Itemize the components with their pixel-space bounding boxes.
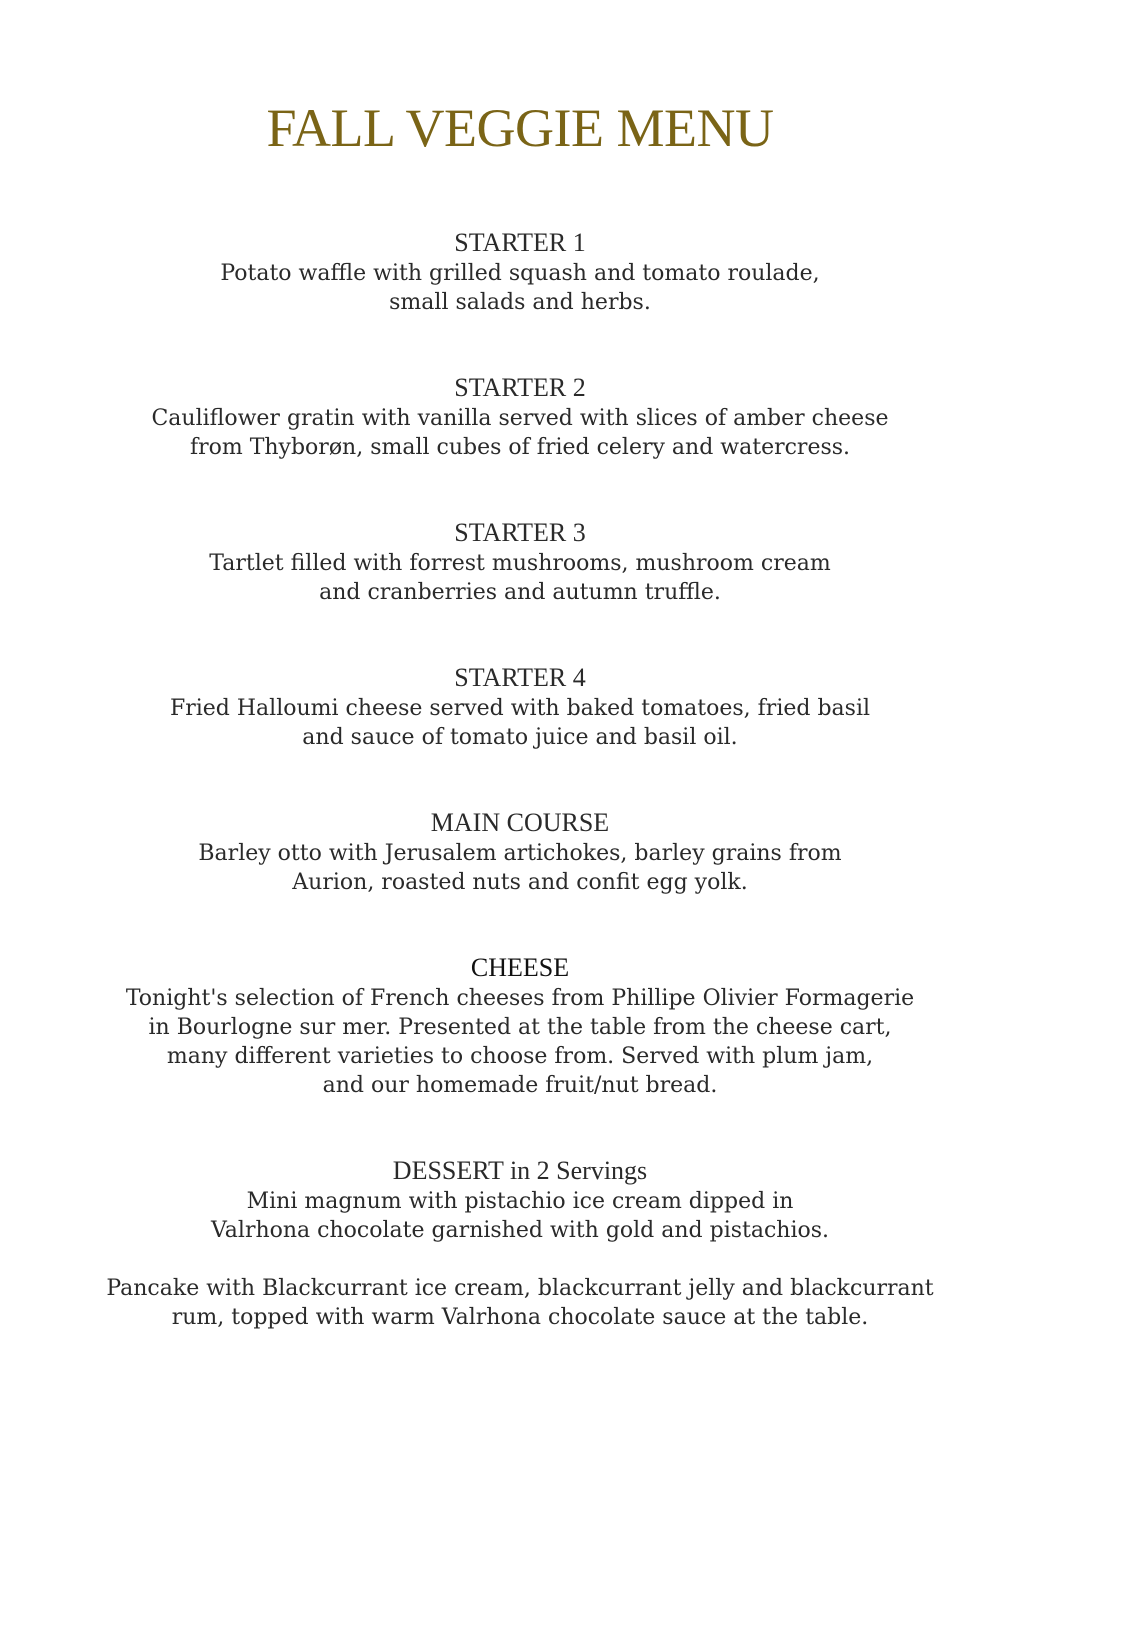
course-description-line: Tartlet filled with forrest mushrooms, mushroom cream <box>209 551 831 576</box>
course-heading: STARTER 1 <box>454 228 586 257</box>
course-description-line: and cranberries and autumn truffle. <box>319 580 721 605</box>
course-starter-3 <box>0 518 1040 607</box>
course-starter-4 <box>0 663 1040 752</box>
paragraph-gap <box>0 1245 1040 1274</box>
course-heading: STARTER 2 <box>454 373 586 402</box>
course-heading: STARTER 3 <box>454 518 586 547</box>
course-description-line: Pancake with Blackcurrant ice cream, blackcurrant jelly and blackcurrant <box>106 1276 934 1301</box>
course-heading: STARTER 4 <box>454 663 586 692</box>
course-description-line: Potato waffle with grilled squash and tomato roulade, <box>220 261 820 286</box>
course-description-line: Valrhona chocolate garnished with gold and pistachios. <box>210 1218 830 1243</box>
course-starter-2 <box>0 373 1040 462</box>
course-description-line: in Bourlogne sur mer. Presented at the table from the cheese cart, <box>148 1015 892 1040</box>
course-description-line: small salads and herbs. <box>389 290 651 315</box>
course-cheese <box>0 953 1040 1100</box>
course-description-line: rum, topped with warm Valrhona chocolate sauce at the table. <box>171 1305 869 1330</box>
course-description-line: Tonight's selection of French cheeses from Phillipe Olivier Formagerie <box>125 986 915 1011</box>
course-description-line: many different varieties to choose from. Served with plum jam, <box>166 1044 874 1069</box>
course-heading: CHEESE <box>470 953 570 982</box>
course-dessert <box>0 1156 1040 1332</box>
menu-title: FALL VEGGIE MENU <box>266 98 774 158</box>
course-heading: MAIN COURSE <box>430 808 610 837</box>
course-description-line: Fried Halloumi cheese served with baked tomatoes, fried basil <box>169 696 871 721</box>
course-description-line: Aurion, roasted nuts and confit egg yolk. <box>292 870 748 895</box>
course-description-line: Cauliflower gratin with vanilla served with slices of amber cheese <box>151 406 889 431</box>
course-main <box>0 808 1040 897</box>
course-description-line: and our homemade fruit/nut bread. <box>322 1073 718 1098</box>
course-description-line: from Thyborøn, small cubes of fried celery and watercress. <box>189 435 851 460</box>
course-starter-1 <box>0 228 1040 317</box>
course-description-line: Barley otto with Jerusalem artichokes, barley grains from <box>198 841 842 866</box>
course-heading: DESSERT in 2 Servings <box>392 1156 648 1185</box>
course-description-line: Mini magnum with pistachio ice cream dipped in <box>246 1189 794 1214</box>
course-description-line: and sauce of tomato juice and basil oil. <box>302 725 738 750</box>
